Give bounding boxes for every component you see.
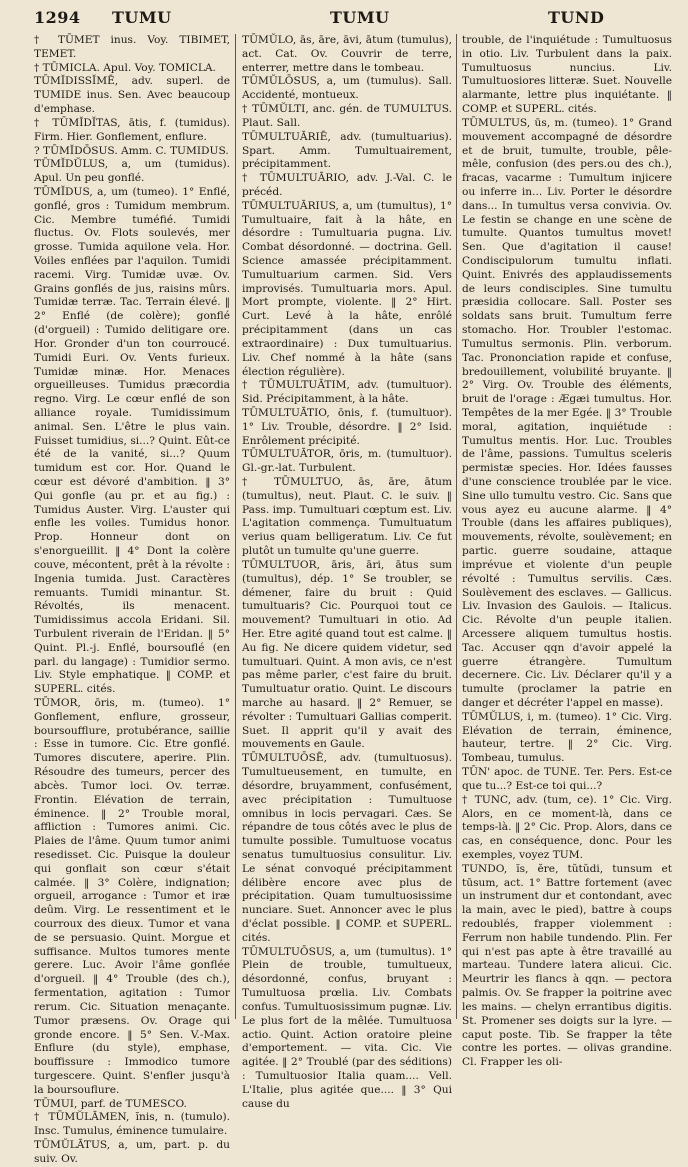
dictionary-entry: † TŪMŬLTI, anc. gén. de TUMULTUS. Plaut. Sall. [242,103,452,129]
page-header [0,0,688,34]
dictionary-entry: TŪMULTUŌSĒ, adv. (tumultuosus). Tumultueusement, en tumulte, en désordre, bruyamment, confusément, avec précipitation : Tumultuose omnibus in locis pervagari. Cæs. Se répandre de tous côtés avec le plus de tumulte possible. Tumultuose vocatus senatus tumultuosius consulitur. Liv. Le sénat convoqué précipitamment délibère encore avec plus de précipitation. Quam tumultuosissime nunciare. Suet. Annoncer avec le plus d'éclat possible. ‖ COMP. et SUPERL. cités. [242,752,452,944]
dictionary-entry: TŪMŬLŌSUS, a, um (tumulus). Sall. Accidenté, montueux. [242,75,452,102]
dictionary-entry: TŪMŬLUS, i, m. (tumeo). 1° Cic. Virg. Elévation de terrain, éminence, hauteur, tertre. ‖ 2° Cic. Virg. Tombeau, tumulus. [462,710,672,765]
dictionary-entry: TŪMUI, parf. de TUMESCO. [34,1097,187,1110]
page-number: 1294 [34,8,81,27]
right-guide-word: TUND [548,8,605,27]
dictionary-entry: † TUNC, adv. (tum, ce). 1° Cic. Virg. Alors, en ce moment-là, dans ce temps-là. ‖ 2° Cic. Prop. Alors, dans ce cas, en conséquence, donc. Pour les exemples, voyez TUM. [462,793,672,861]
column-left [34,34,230,1165]
column-right [462,34,672,1069]
dictionary-entry: TŪMULTUĀRIĒ, adv. (tumultuarius). Spart. Amm. Tumultuairement, précipitamment. [242,130,452,171]
dictionary-entry: † TŪMET inus. Voy. TIBIMET, TEMET. [34,34,230,60]
dictionary-entry: † TŪMĬDĬTAS, ātis, f. (tumidus). Firm. Hier. Gonflement, enflure. [34,116,230,143]
dictionary-entry: TUNDO, ĭs, ĕre, tŭtŭdi, tunsum et tūsum, act. 1° Battre fortement (avec un instrument dur et contondant, avec la main, avec le pied), battre à coups redoublés, frapper violemment : Ferrum non habile tundendo. Plin. Fer qui n'est pas apte à être travaillé au marteau. Tundere latera alicui. Cic. Meurtrir les flancs à qqn. — pectora palmis. Ov. Se frapper la poitrine avec les mains. — chelyn errantibus digitis. St. Promener ses doigts sur la lyre. — caput poste. Tib. Se frapper la tête contre les portes. — olivas grandine. Cl. Frapper les oli- [462,862,672,1069]
dictionary-entry: TŪMĬDISSĬMĒ, adv. superl. de TUMIDE inus. Sen. Avec beaucoup d'emphase. [34,75,230,116]
dictionary-entry: TŪN' apoc. de TUNE. Ter. Pers. Est-ce que tu...? Est-ce toi qui...? [462,766,672,792]
column-divider-2 [456,34,457,1019]
dictionary-entry: † TŪMULTUĀTIM, adv. (tumultuor). Sid. Précipitamment, à la hâte. [242,379,452,406]
dictionary-entry: TŪMULTUŌSUS, a, um (tumultus). 1° Plein de trouble, tumultueux, désordonné, confus, bruyant : Tumultuosa prœlia. Liv. Combats confus. Tumultuosissimum pugnæ. Liv. Le plus fort de la mêlée. Tumultuosa actio. Quint. Action oratoire pleine d'emportement. — vita. Cic. Vie agitée. ‖ 2° Troublé (par des séditions) : Tumultuosior Italia quam.... Vell. L'Italie, plus agitée que.... ‖ 3° Qui cause du [242,945,452,1110]
dictionary-entry: TŪMULTUĀTOR, ōris, m. (tumultuor). Gl.-gr.-lat. Turbulent. [242,448,452,475]
dictionary-entry: TŪMĬDŬLUS, a, um (tumidus). Apul. Un peu gonflé. [34,158,230,185]
dictionary-entry: † TŪMŬLĀMEN, ĭnis, n. (tumulo). Insc. Tumulus, éminence tumulaire. [34,1111,230,1138]
dictionary-entry: † TŪMULTUĀRIO, adv. J.-Val. C. le précéd. [242,172,452,198]
dictionary-entry: TŪMŬLO, ās, āre, āvi, ātum (tumulus), act. Cat. Ov. Couvrir de terre, enterrer, mettre dans le tombeau. [242,34,452,74]
dictionary-entry: TŪMĬDUS, a, um (tumeo). 1° Enflé, gonflé, gros : Tumidum membrum. Cic. Membre tuméfié. Tumidi fluctus. Ov. Flots soulevés, mer grosse. Tumida aquilone vela. Hor. Voiles enflées par l'aquilon. Tumidi racemi. Virg. Tumidæ uvæ. Ov. Grains gonflés de jus, raisins mûrs. Tumidæ terræ. Tac. Terrain élevé. ‖ 2° Enflé (de colère); gonflé (d'orgueil) : Tumido delitigare ore. Hor. Gronder d'un ton courroucé. Tumidi Euri. Ov. Vents furieux. Tumidæ minæ. Hor. Menaces orgueilleuses. Tumidus præcordia regno. Virg. Le cœur enflé de son alliance royale. Tumidissimum animal. Sen. L'être le plus vain. Fuisset tumidius, si...? Quint. Eût-ce été de la vanité, si...? Quum tumidum est cor. Hor. Quand le cœur est dévoré d'ambition. ‖ 3° Qui gonfle (au pr. et au fig.) : Tumidus Auster. Virg. L'auster qui enfle les voiles. Tumidus honor. Prop. Honneur dont on s'enorgueillit. ‖ 4° Dont la colère couve, mécontent, prêt à la révolte : Ingenia tumida. Just. Caractères remuants. Tumidi minantur. St. Révoltés, ils menacent. Tumidissimus accola Eridani. Sil. Turbulent riverain de l'Eridan. ‖ 5° Quint. Pl.-j. Enflé, boursouflé (en parl. du langage) : Tumidior sermo. Liv. Style emphatique. ‖ COMP. et SUPERL. cités. [34,185,230,696]
dictionary-entry: TŪMULTUĀRIUS, a, um (tumultus), 1° Tumultuaire, fait à la hâte, en désordre : Tumultuaria pugna. Liv. Combat désordonné. — doctrina. Gell. Science amassée précipitamment. Tumultuarium carmen. Sid. Vers improvisés. Tumultuaria mors. Apul. Mort prompte, violente. ‖ 2° Hirt. Curt. Levé à la hâte, enrôlé précipitamment (dans un cas extraordinaire) : Dux tumultuarius. Liv. Chef nommé à la hâte (sans élection régulière). [242,199,452,378]
dictionary-entry: † TŪMULTUO, ās, āre, ātum (tumultus), neut. Plaut. C. le suiv. ‖ Pass. imp. Tumultuari cœptum est. Liv. L'agitation commença. Tumultuatum verius quam belligeratum. Liv. Ce fut plutôt un tumulte qu'une guerre. [242,476,452,558]
center-guide-word: TUMU [330,8,390,27]
dictionary-entry: TŪMULTUOR, āris, āri, ātus sum (tumultus), dép. 1° Se troubler, se démener, faire du bruit : Quid tumultuaris? Cic. Pourquoi tout ce mouvement? Tumultuari in otio. Ad Her. Etre agité quand tout est calme. ‖ Au fig. Ne dicere quidem videtur, sed tumultuari. Quint. A mon avis, ce n'est pas même parler, c'est faire du bruit. Tumultuatur oratio. Quint. Le discours marche au hasard. ‖ 2° Remuer, se révolter : Tumultuari Gallias comperit. Suet. Il apprit qu'il y avait des mouvements en Gaule. [242,558,452,751]
dictionary-entry: ? TŪMĬDŌSUS. Amm. C. TUMIDUS. [34,144,229,157]
dictionary-entry: TŪMŬLĀTUS, a, um, part. p. du suiv. Ov. [34,1139,230,1165]
column-center [242,34,452,1110]
dictionary-entry: † TŪMICLA. Apul. Voy. TOMICLA. [34,61,216,74]
dictionary-entry: TŪMULTUĀTIO, ōnis, f. (tumultuor). 1° Liv. Trouble, désordre. ‖ 2° Isid. Enrôlement précipité. [242,406,452,447]
dictionary-entry: trouble, de l'inquiétude : Tumultuosus in otio. Liv. Turbulent dans la paix. Tumultuosus nuncius. Liv. Tumultuosiores litteræ. Suet. Nouvelle alarmante, lettre plus inquiétante. ‖ COMP. et SUPERL. cités. [462,34,672,116]
dictionary-entry: TŪMULTUS, ūs, m. (tumeo). 1° Grand mouvement accompagné de désordre et de bruit, tumulte, trouble, pêle-mêle, confusion (des pers.ou des ch.), fracas, vacarme : Tumultum injicere ou inferre in... Liv. Porter le désordre dans... In tumultus versa convivia. Ov. Le festin se change en une scène de tumulte. Quantos tumultus movet! Sen. Que d'agitation il cause! Condiscipulorum tumultu inflati. Quint. Enivrés des applaudissements de leurs condisciples. Sine tumultu præsidia collocare. Sall. Poster ses soldats sans bruit. Tumultum ferre stomacho. Hor. Troubler l'estomac. Tumultus sermonis. Plin. verborum. Tac. Prononciation rapide et confuse, bredouillement, volubilité bruyante. ‖ 2° Virg. Ov. Trouble des éléments, bruit de l'orage : Ægæi tumultus. Hor. Tempêtes de la mer Egée. ‖ 3° Trouble moral, agitation, inquiétude : Tumultus mentis. Hor. Luc. Troubles de l'âme, passions. Tumultus sceleris permistæ species. Hor. Idées fausses d'une conscience troublée par le vice. Sine ullo tumultu vestro. Cic. Sans que vous ayez eu aucune alarme. ‖ 4° Trouble (dans les affaires publiques), mouvements, révolte, soulèvement; en partic. guerre soudaine, attaque imprévue et violente d'un peuple révolté : Tumultus servilis. Cæs. Soulèvement des esclaves. — Gallicus. Liv. Invasion des Gaulois. — Italicus. Cic. Révolte d'un peuple italien. Arcessere aliquem tumultus hostis. Tac. Accuser qqn d'avoir appelé la guerre étrangère. Tumultum decernere. Cic. Liv. Déclarer qu'il y a tumulte (proclamer la patrie en danger et décréter l'appel en masse). [462,116,672,709]
left-guide-word: TUMU [112,8,172,27]
column-divider-1 [235,34,236,1019]
dictionary-entry: TŪMOR, ōris, m. (tumeo). 1° Gonflement, enflure, grosseur, boursoufflure, protubérance, saillie : Esse in tumore. Cic. Etre gonflé. Tumores discutere, aperire. Plin. Résoudre des tumeurs, percer des abcès. Tumor loci. Ov. terræ. Frontin. Elévation de terrain, éminence. ‖ 2° Trouble moral, affliction : Tumores animi. Cic. Plaies de l'âme. Quum tumor animi resedisset. Cic. Puisque la douleur qui gonflait son cœur s'était calmée. ‖ 3° Colère, indignation; orgueil, arrogance : Tumor et iræ deûm. Virg. Le ressentiment et le courroux des dieux. Tumor et vana de se persuasio. Quint. Morgue et suffisance. Multos tumores mente gerere. Luc. Avoir l'âme gonflée d'orgueil. ‖ 4° Trouble (des ch.), fermentation, agitation : Tumor rerum. Cic. Situation menaçante. Tumor præsens. Ov. Orage qui gronde encore. ‖ 5° Sen. V.-Max. Enflure (du style), emphase, bouffissure : Immodico tumore turgescere. Quint. S'enfler jusqu'à la boursouflure. [34,697,230,1096]
